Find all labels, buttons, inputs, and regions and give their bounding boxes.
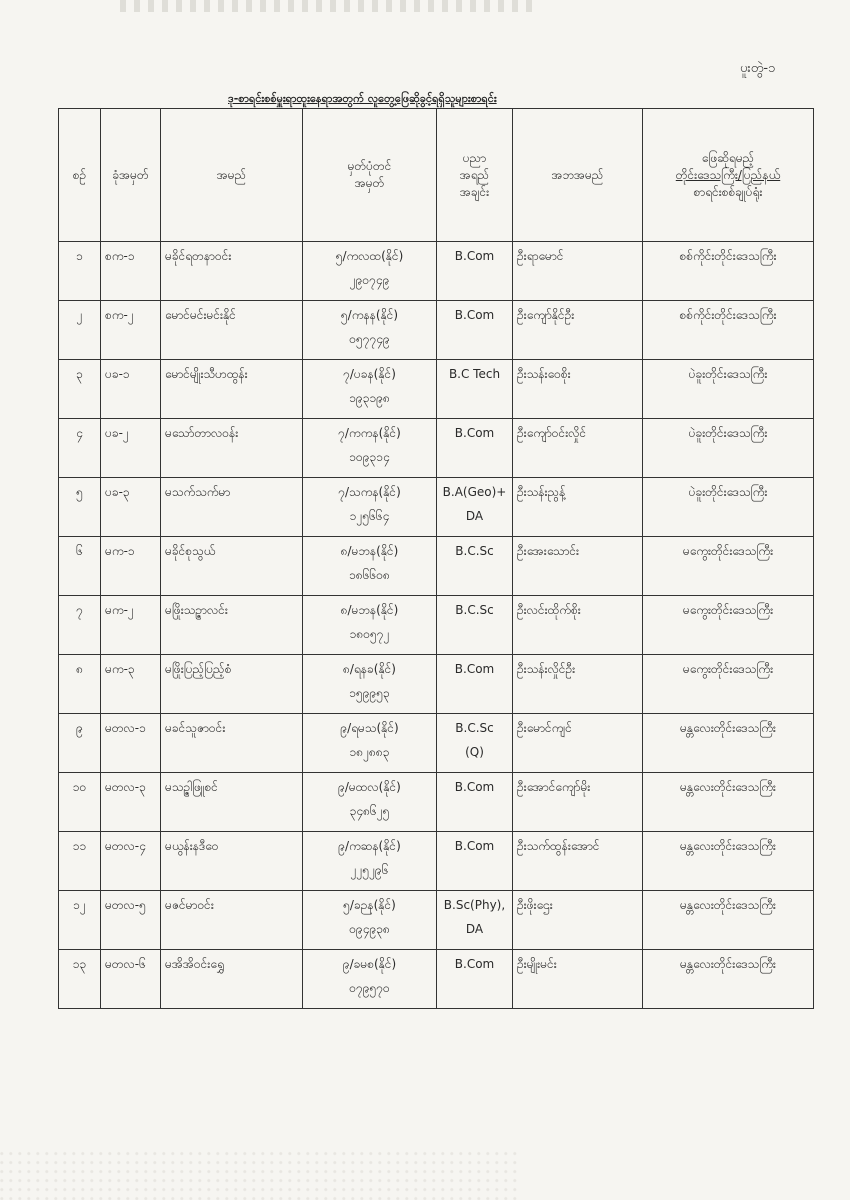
cell-education: [437, 596, 513, 655]
cell-education: [437, 773, 513, 832]
cell-roll: မက-၂: [101, 596, 161, 655]
cell-no: ၉: [59, 714, 101, 773]
cell-region: ပဲခူးတိုင်းဒေသကြီး: [643, 360, 814, 419]
cell-name: မောင်မျိုးသီဟထွန်း: [161, 360, 303, 419]
cell-region: မန္တလေးတိုင်းဒေသကြီး: [643, 773, 814, 832]
cell-nrc-2: ၁၂၅၆၆၄: [349, 509, 390, 523]
cell-father: ဦးသန်းဝေစိုး: [513, 360, 643, 419]
cell-nrc: [303, 419, 437, 478]
cell-education: [437, 360, 513, 419]
cell-region: ပဲခူးတိုင်းဒေသကြီး: [643, 478, 814, 537]
cell-father: ဦးမောင်ကျင်: [513, 714, 643, 773]
header-edu-line3: အချင်း: [459, 184, 490, 199]
cell-nrc-2: ၀၉၄၉၃၈: [349, 922, 390, 936]
scan-noise-bottom: [0, 1150, 520, 1200]
header-nrc: [303, 109, 437, 242]
cell-nrc-1: ၇/ပခန(နိုင်): [343, 367, 396, 381]
cell-no: ၁: [59, 242, 101, 301]
header-education: [437, 109, 513, 242]
cell-no: ၈: [59, 655, 101, 714]
cell-edu-1: B.Com: [454, 839, 495, 853]
cell-edu-1: B.Com: [454, 426, 495, 440]
cell-nrc: [303, 478, 437, 537]
cell-no: ၁၂: [59, 891, 101, 950]
cell-nrc-1: ၈/ရနခ(နိုင်): [343, 662, 396, 676]
cell-nrc: [303, 360, 437, 419]
cell-nrc: [303, 655, 437, 714]
cell-nrc-1: ၉/ကဆန(နိုင်): [338, 839, 401, 853]
cell-father: ဦးကျော်ဝင်းလှိုင်: [513, 419, 643, 478]
table-row: [59, 832, 814, 891]
table-row: [59, 891, 814, 950]
cell-name: မအိအိဝင်းရွှေ: [161, 950, 303, 1009]
cell-no: ၃: [59, 360, 101, 419]
cell-nrc-1: ၈/မဘန(နိုင်): [340, 603, 399, 617]
cell-name: မခင်သူဇာဝင်း: [161, 714, 303, 773]
cell-nrc-1: ၉/မထလ(နိုင်): [338, 780, 401, 794]
cell-edu-1: B.Com: [454, 662, 495, 676]
cell-nrc: [303, 242, 437, 301]
cell-nrc-2: ၁၈၆၆၀၈: [349, 568, 390, 582]
cell-father: ဦးကျော်နိုင်ဦး: [513, 301, 643, 360]
cell-name: မသက်သက်မာ: [161, 478, 303, 537]
cell-father: ဦးသန်းလှိုင်ဦး: [513, 655, 643, 714]
cell-region: စစ်ကိုင်းတိုင်းဒေသကြီး: [643, 301, 814, 360]
cell-roll: မတလ-၅: [101, 891, 161, 950]
cell-no: ၇: [59, 596, 101, 655]
cell-name: မခိုင်စုသွယ်: [161, 537, 303, 596]
cell-nrc: [303, 301, 437, 360]
cell-education: [437, 301, 513, 360]
cell-father: ဦးအောင်ကျော်မိုး: [513, 773, 643, 832]
table-row: [59, 419, 814, 478]
cell-education: [437, 537, 513, 596]
cell-roll: ပခ-၁: [101, 360, 161, 419]
header-edu-line1: ပညာ: [462, 150, 487, 165]
cell-father: ဦးသက်ထွန်းအောင်: [513, 832, 643, 891]
cell-no: ၄: [59, 419, 101, 478]
cell-name: မသဥ္ဇါဖြူစင်: [161, 773, 303, 832]
cell-edu-1: B.C.Sc: [455, 603, 494, 617]
cell-name: မဖြိုးသဉ္ဇာလင်း: [161, 596, 303, 655]
header-nrc-line1: မှတ်ပုံတင်: [347, 159, 392, 173]
cell-no: ၆: [59, 537, 101, 596]
cell-roll: မတလ-၃: [101, 773, 161, 832]
header-nrc-line2: အမှတ်: [354, 176, 385, 190]
cell-nrc: [303, 596, 437, 655]
cell-name: မသော်တာလဝန်း: [161, 419, 303, 478]
cell-nrc-2: ၁၀၉၃၁၄: [349, 450, 390, 464]
cell-roll: မက-၁: [101, 537, 161, 596]
candidate-table: [58, 108, 814, 1009]
table-row: [59, 242, 814, 301]
table-row: [59, 773, 814, 832]
table-row: [59, 537, 814, 596]
table-row: [59, 301, 814, 360]
cell-roll: မတလ-၁: [101, 714, 161, 773]
cell-no: ၁၁: [59, 832, 101, 891]
cell-nrc-2: ၁၉၃၁၉၈: [349, 391, 390, 405]
cell-education: [437, 891, 513, 950]
cell-education: [437, 419, 513, 478]
cell-nrc-2: ၂၂၅၂၉၆: [350, 863, 389, 877]
header-edu-line2: အရည်: [459, 167, 490, 182]
cell-edu-1: B.C.Sc: [455, 544, 494, 558]
cell-edu-1: B.C Tech: [448, 367, 501, 381]
cell-region: မကွေးတိုင်းဒေသကြီး: [643, 596, 814, 655]
cell-nrc-2: ၀၇၉၅၇၀: [349, 981, 390, 995]
header-region-line1: ဖြေဆိုရမည့်: [701, 150, 755, 165]
cell-edu-2: DA: [465, 509, 484, 523]
cell-edu-1: B.Com: [454, 780, 495, 794]
cell-edu-1: B.Com: [454, 957, 495, 971]
cell-edu-1: B.A(Geo)+: [442, 485, 507, 499]
cell-name: မဇင်မာဝင်း: [161, 891, 303, 950]
cell-nrc-2: ၂၉၀၇၄၉: [349, 273, 390, 287]
cell-nrc-1: ၅/ကလထ(နိုင်): [335, 249, 404, 263]
cell-region: မန္တလေးတိုင်းဒေသကြီး: [643, 832, 814, 891]
header-name: အမည်: [161, 109, 303, 242]
cell-region: မကွေးတိုင်းဒေသကြီး: [643, 537, 814, 596]
header-region-line3: စာရင်းစစ်ချုပ်ရုံး: [693, 184, 763, 199]
cell-nrc: [303, 832, 437, 891]
cell-nrc: [303, 773, 437, 832]
table-row: [59, 950, 814, 1009]
cell-nrc: [303, 714, 437, 773]
header-region-line2: တိုင်းဒေသကြီး/ပြည်နယ်: [675, 167, 781, 182]
table-header-row: [59, 109, 814, 242]
document-title: ဒု-စာရင်းစစ်မှူးရာထူးနေရာအတွက် လူတွေ့ဖြေဆိုခွင့်ရရှိသူများစာရင်း: [228, 92, 497, 105]
header-roll: ခုံအမှတ်: [101, 109, 161, 242]
cell-education: [437, 655, 513, 714]
cell-roll: ပခ-၂: [101, 419, 161, 478]
cell-region: ပဲခူးတိုင်းဒေသကြီး: [643, 419, 814, 478]
annex-label: ပူးတွဲ-၁: [740, 61, 776, 76]
cell-nrc: [303, 891, 437, 950]
cell-nrc: [303, 950, 437, 1009]
cell-edu-2: DA: [465, 922, 484, 936]
cell-father: ဦးရာမောင်: [513, 242, 643, 301]
cell-region: စစ်ကိုင်းတိုင်းဒေသကြီး: [643, 242, 814, 301]
cell-nrc-1: ၈/မဘန(နိုင်): [340, 544, 399, 558]
header-father: အဘအမည်: [513, 109, 643, 242]
table-row: [59, 714, 814, 773]
cell-education: [437, 832, 513, 891]
table-row: [59, 596, 814, 655]
cell-nrc-1: ၉/ခမစ(နိုင်): [342, 957, 397, 971]
cell-edu-1: B.Com: [454, 308, 495, 322]
cell-region: မန္တလေးတိုင်းဒေသကြီး: [643, 891, 814, 950]
cell-father: ဦးအေးသောင်း: [513, 537, 643, 596]
cell-nrc-2: ၁၅၉၉၅၃: [349, 686, 390, 700]
cell-no: ၅: [59, 478, 101, 537]
cell-name: မောင်မင်းမင်းနိုင်: [161, 301, 303, 360]
cell-nrc-1: ၇/ကကန(နိုင်): [338, 426, 401, 440]
cell-education: [437, 714, 513, 773]
cell-region: မန္တလေးတိုင်းဒေသကြီး: [643, 950, 814, 1009]
cell-nrc-2: ၁၈၀၅၇၂: [349, 627, 390, 641]
cell-no: ၁၃: [59, 950, 101, 1009]
cell-no: ၁၀: [59, 773, 101, 832]
table-row: [59, 478, 814, 537]
cell-father: ဦးမျိုးမင်း: [513, 950, 643, 1009]
cell-no: ၂: [59, 301, 101, 360]
cell-edu-1: B.Com: [454, 249, 495, 263]
cell-edu-1: B.Sc(Phy),: [443, 898, 506, 912]
cell-nrc-2: ၃၄၈၆၂၅: [349, 804, 390, 818]
cell-roll: မတလ-၆: [101, 950, 161, 1009]
cell-education: [437, 950, 513, 1009]
cell-edu-2: (Q): [465, 745, 484, 759]
cell-nrc-2: ၀၅၇၇၄၉: [349, 332, 390, 346]
cell-education: [437, 478, 513, 537]
cell-region: မကွေးတိုင်းဒေသကြီး: [643, 655, 814, 714]
cell-name: မဖြိုးပြည့်ပြည့်စံ: [161, 655, 303, 714]
header-region: [643, 109, 814, 242]
table-row: [59, 655, 814, 714]
cell-education: [437, 242, 513, 301]
cell-nrc-1: ၉/ရမသ(နိုင်): [340, 721, 399, 735]
cell-region: မန္တလေးတိုင်းဒေသကြီး: [643, 714, 814, 773]
cell-roll: စက-၁: [101, 242, 161, 301]
cell-father: ဦးလင်းထိုက်စိုး: [513, 596, 643, 655]
cell-father: ဦးသန်းညွန့်: [513, 478, 643, 537]
cell-roll: မက-၃: [101, 655, 161, 714]
cell-name: မယွန်းနဒီဝေ: [161, 832, 303, 891]
table-row: [59, 360, 814, 419]
cell-nrc-1: ၇/သကန(နိုင်): [338, 485, 401, 499]
scan-noise-top: [120, 0, 540, 12]
cell-roll: ပခ-၃: [101, 478, 161, 537]
cell-nrc-2: ၁၈၂၈၈၃: [349, 745, 390, 759]
cell-nrc-1: ၅/ကနန(နိုင်): [340, 308, 399, 322]
cell-roll: မတလ-၄: [101, 832, 161, 891]
cell-edu-1: B.C.Sc: [455, 721, 494, 735]
cell-nrc-1: ၅/ခဉန(နိုင်): [343, 898, 396, 912]
cell-roll: စက-၂: [101, 301, 161, 360]
cell-nrc: [303, 537, 437, 596]
cell-name: မခိုင်ရတနာဝင်း: [161, 242, 303, 301]
cell-father: ဦးဖိုးဌေး: [513, 891, 643, 950]
header-no: စဉ်: [59, 109, 101, 242]
